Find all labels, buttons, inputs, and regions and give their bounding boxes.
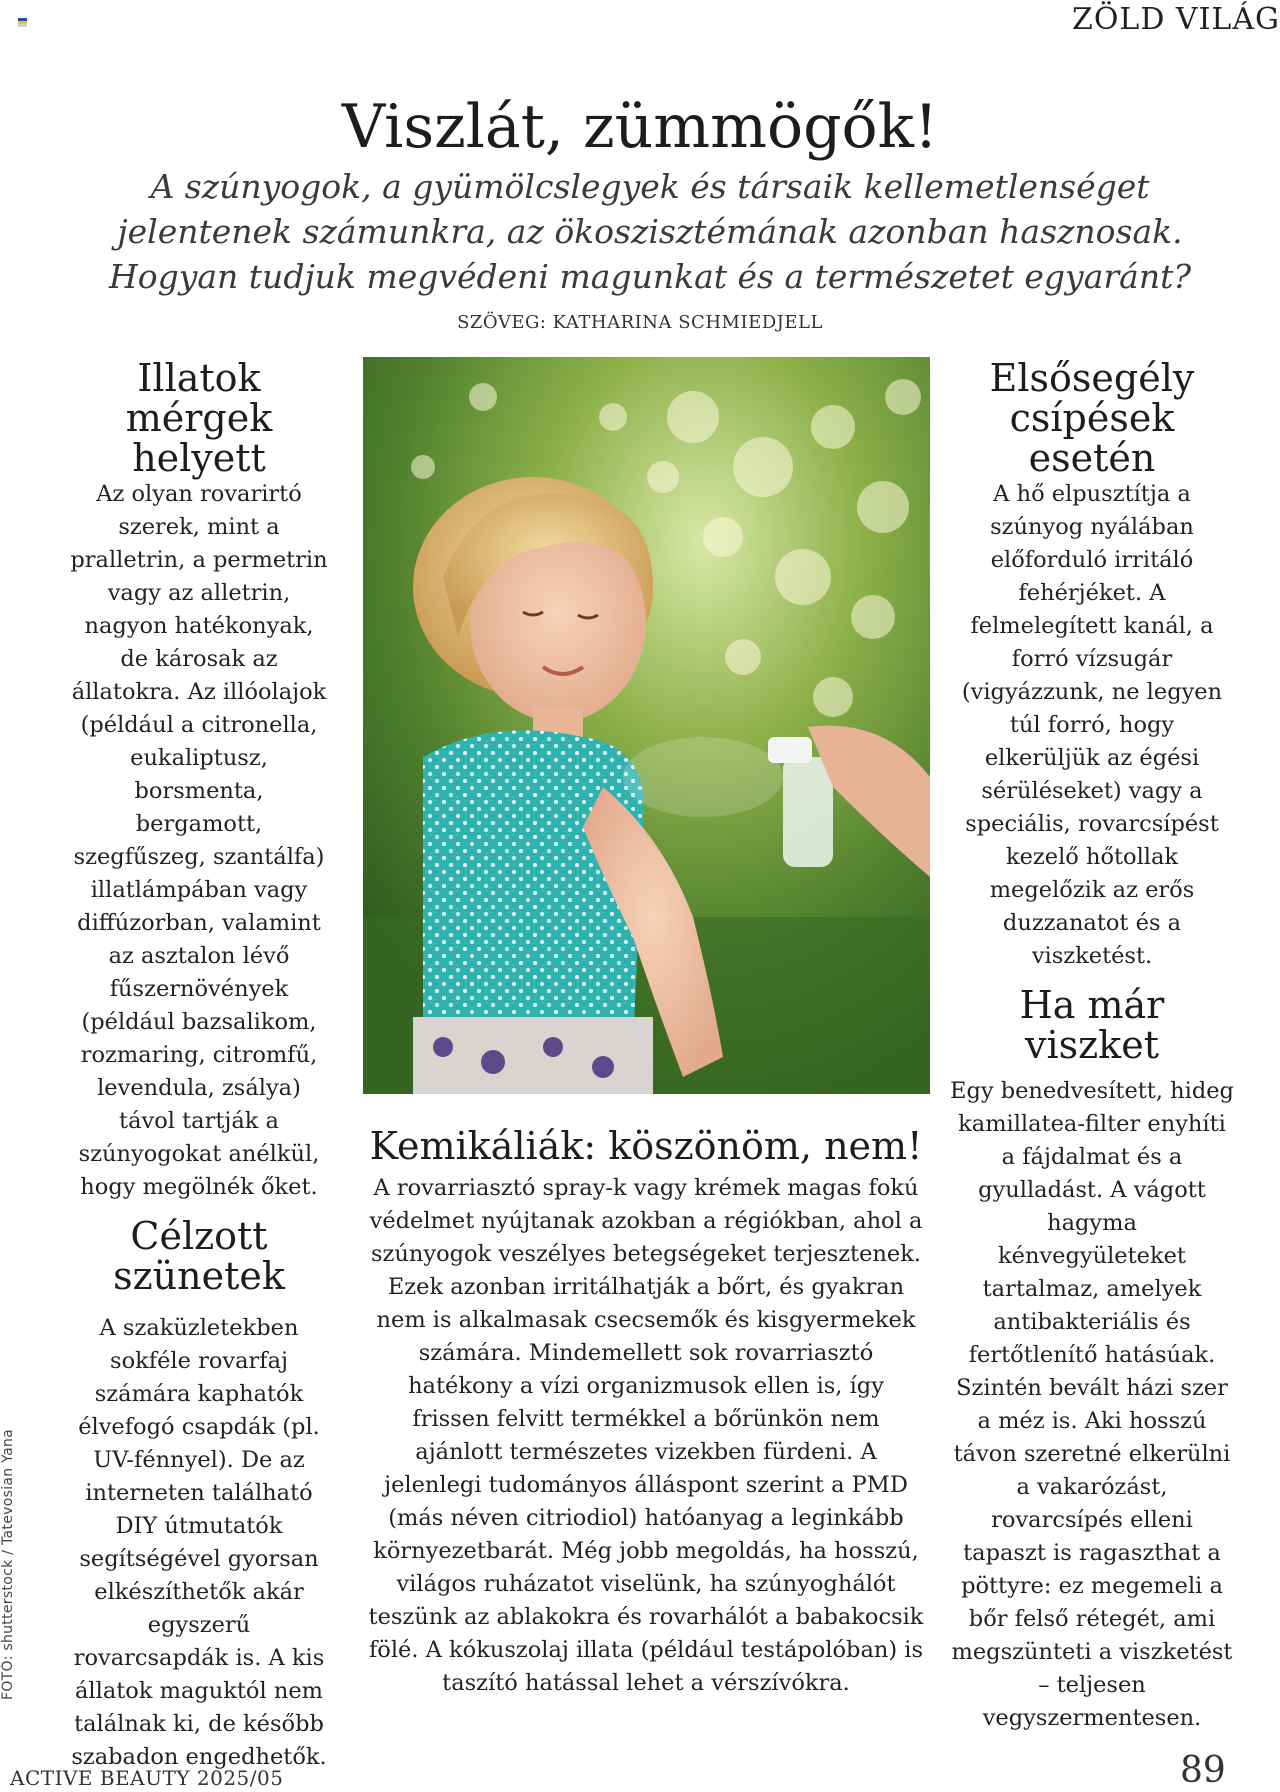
left-column [68, 358, 330, 1774]
section-label: ZÖLD VILÁG [1071, 2, 1280, 37]
photo-credit-text: FOTÓ: shutterstock / Tatevosian Yana [0, 1428, 16, 1700]
article-lead: A szúnyogok, a gyümölcslegyek és társaik kellemetlenséget jelentenek számunkra, az ökoszisztémának azonban hasznosak. Hogyan tudjuk megvédeni magunkat és a természetet egyaránt? [108, 167, 1192, 296]
heading-ha-mar-viszket: Ha már viszket [1019, 983, 1165, 1067]
body-kemikaliak: A rovarriasztó spray-k vagy krémek magas fokú védelmet nyújtanak azokban a régiókban, ahol a szúnyogok veszélyes betegségeket terjesztenek. Ezek azonban irritálhatják a bőrt, és gyakran nem is alkalmasak csecsemők és kisgyermekek számára. Mindemellett sok rovarriasztó hatékony a vízi organizmusok ellen is, így frissen felvitt termékkel a bőrünkön nem ajánlott természetes vizekben fürdeni. A jelenlegi tudományos álláspont szerint a PMD (más néven citriodiol) hatóanyag a leginkább környezetbarát. Még jobb megoldás, ha hosszú, világos ruházatot viselünk, ha szúnyoghálót teszünk az ablakokra és rovarhálót a babakocsik fölé. A kókuszolaj illata (például testápolóban) is taszító hatással lehet a vérszívókra. [368, 1175, 924, 1696]
photo-credit [0, 1428, 30, 1730]
body-elsosegely: A hő elpusztítja a szúnyog nyálában előforduló irritáló fehérjéket. A felmelegített kanál, a forró vízsugár (vigyázzunk, ne legyen túl forró, hogy elkerüljük az égési sérüléseket) vagy a speciális, rovarcsípést kezelő hőtollak megelőzik az erős duzzanatot és a viszketést. [961, 481, 1223, 969]
right-column [950, 358, 1234, 1735]
body-illatok: Az olyan rovarirtó szerek, mint a pralletrin, a permetrin vagy az alletrin, nagyon hatékonyak, de károsak az állatokra. Az illóolajok (például a citronella, eukaliptusz, borsmenta, bergamott, szegfűszeg, szantálfa) illatlámpában vagy diffúzorban, valamint az asztalon lévő fűszernövények (például bazsalikom, rozmaring, citromfű, levendula, zsálya) távol tartják a szúnyogokat anélkül, hogy megölnék őket. [70, 481, 328, 1200]
middle-column [366, 1126, 926, 1700]
heading-elsosegely: Elsősegély csípések esetén [989, 356, 1195, 480]
body-celzott: A szaküzletekben sokféle rovarfaj számára kaphatók élvefogó csapdák (pl. UV-fénnyel). De az interneten található DIY útmutatók segítségével gyorsan elkészíthetők akár egyszerű rovarcsapdák is. A kis állatok maguktól nem találnak ki, de később szabadon engedhetők. [71, 1315, 327, 1770]
mark-stripe-grey [18, 24, 27, 27]
brand-mark-icon [18, 18, 27, 27]
byline: SZÖVEG: KATHARINA SCHMIEDJELL [457, 312, 823, 333]
heading-illatok: Illatok mérgek helyett [125, 356, 273, 480]
child-spray-photo [363, 357, 930, 1094]
photo-illustration [363, 357, 930, 1094]
body-ha-mar-viszket: Egy benedvesített, hideg kamillatea-filter enyhíti a fájdalmat és a gyulladást. A vágott hagyma kénvegyületeket tartalmaz, amelyek antibakteriális és fertőtlenítő hatásúak. Szintén bevált házi szer a méz is. Aki hosszú távon szeretné elkerülni a vakarózást, rovarcsípés elleni tapaszt is ragaszthat a pöttyre: ez megemeli a bőr felső rétegét, ami megszünteti a viszketést – teljesen vegyszermentesen. [950, 1078, 1234, 1731]
article-title: Viszlát, zümmögők! [341, 92, 939, 162]
heading-celzott: Célzott szünetek [113, 1214, 285, 1298]
page-number: 89 [1180, 1750, 1226, 1791]
magazine-issue: ACTIVE BEAUTY 2025/05 [10, 1766, 284, 1790]
heading-kemikaliak: Kemikáliák: köszönöm, nem! [369, 1124, 923, 1168]
